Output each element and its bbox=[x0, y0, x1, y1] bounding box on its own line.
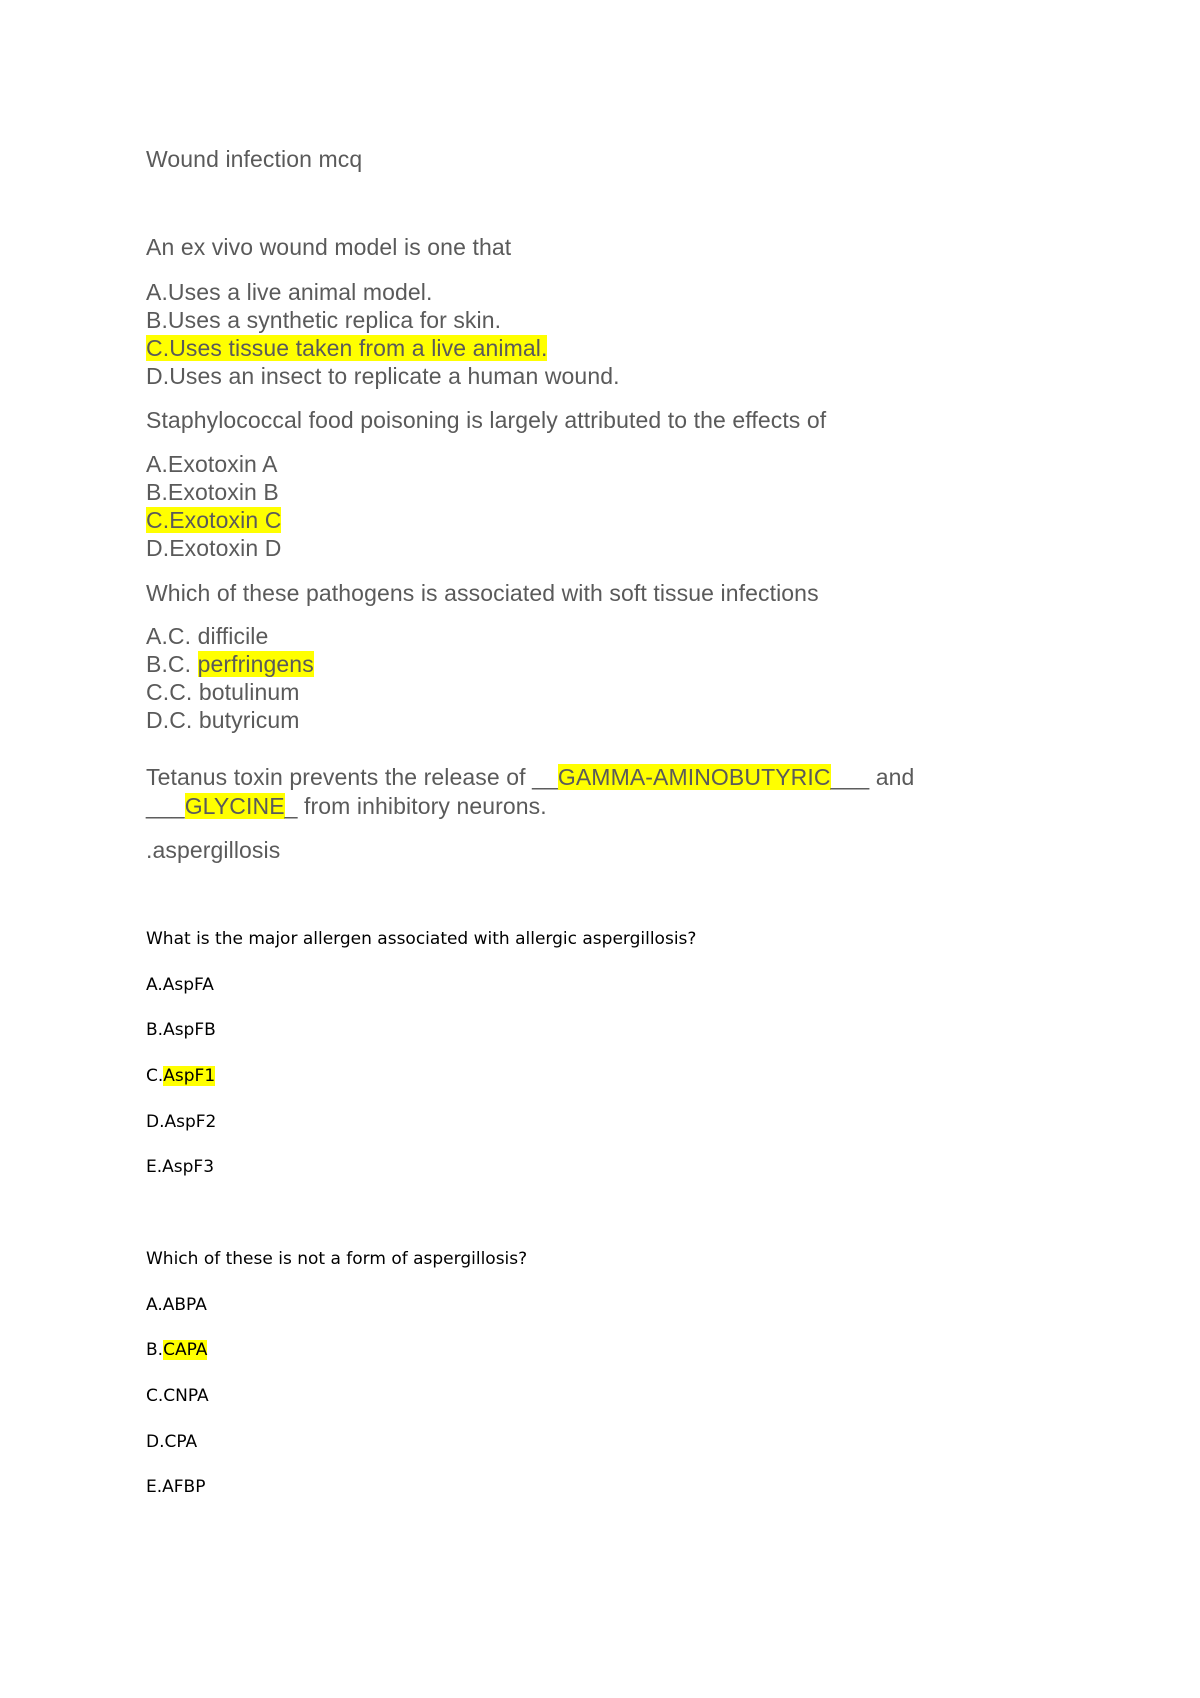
q6-question: Which of these is not a form of aspergillosis? bbox=[146, 1249, 528, 1269]
q4-answer-1-highlight: GAMMA-AMINOBUTYRIC bbox=[557, 764, 831, 790]
q4-text-2: ___ and bbox=[830, 764, 915, 790]
q1-question: An ex vivo wound model is one that bbox=[146, 234, 512, 260]
q3-option-b bbox=[146, 651, 314, 678]
q4-line-2 bbox=[146, 793, 547, 820]
q3-option-d: D.C. butyricum bbox=[146, 707, 300, 733]
q2-question: Staphylococcal food poisoning is largely attributed to the effects of bbox=[146, 407, 827, 433]
q5-option-d: D.AspF2 bbox=[146, 1112, 217, 1132]
q1-answer-highlight: C.Uses tissue taken from a live animal. bbox=[146, 335, 548, 361]
q6-option-d: D.CPA bbox=[146, 1432, 198, 1452]
q2-answer-highlight: C.Exotoxin C bbox=[146, 507, 282, 533]
q4-text-1: Tetanus toxin prevents the release of __ bbox=[146, 764, 558, 790]
q5-option-a: A.AspFA bbox=[146, 975, 214, 995]
q6-option-b bbox=[146, 1340, 207, 1360]
q1-option-b: B.Uses a synthetic replica for skin. bbox=[146, 307, 502, 333]
q4-answer-2-highlight: GLYCINE bbox=[184, 793, 285, 819]
q6-option-b-prefix: B. bbox=[146, 1340, 164, 1360]
q3-answer-highlight: perfringens bbox=[197, 651, 314, 677]
q5-option-e: E.AspF3 bbox=[146, 1157, 215, 1177]
q4-text-3: ___ bbox=[146, 793, 185, 819]
q6-answer-highlight: CAPA bbox=[163, 1340, 208, 1360]
q5-option-c bbox=[146, 1066, 215, 1086]
q2-option-d: D.Exotoxin D bbox=[146, 535, 282, 561]
q6-option-e: E.AFBP bbox=[146, 1477, 206, 1497]
q5-option-c-prefix: C. bbox=[146, 1066, 164, 1086]
q2-option-b: B.Exotoxin B bbox=[146, 479, 279, 505]
q5-question: What is the major allergen associated with allergic aspergillosis? bbox=[146, 929, 697, 949]
q3-option-c: C.C. botulinum bbox=[146, 679, 300, 705]
section-heading: .aspergillosis bbox=[146, 837, 281, 863]
q3-option-b-prefix: B.C. bbox=[146, 651, 198, 677]
q5-option-b: B.AspFB bbox=[146, 1020, 216, 1040]
q1-option-a: A.Uses a live animal model. bbox=[146, 279, 433, 305]
q2-option-a: A.Exotoxin A bbox=[146, 451, 278, 477]
q4-text-4: _ from inhibitory neurons. bbox=[284, 793, 547, 819]
q1-option-d: D.Uses an insect to replicate a human wound. bbox=[146, 363, 620, 389]
q6-option-a: A.ABPA bbox=[146, 1295, 207, 1315]
q4-line-1 bbox=[146, 764, 914, 791]
q3-option-a: A.C. difficile bbox=[146, 623, 269, 649]
q5-answer-highlight: AspF1 bbox=[163, 1066, 216, 1086]
q2-option-c bbox=[146, 507, 281, 534]
document-title: Wound infection mcq bbox=[146, 146, 363, 172]
q6-option-c: C.CNPA bbox=[146, 1386, 209, 1406]
q3-question: Which of these pathogens is associated with soft tissue infections bbox=[146, 580, 819, 606]
q1-option-c bbox=[146, 335, 547, 362]
